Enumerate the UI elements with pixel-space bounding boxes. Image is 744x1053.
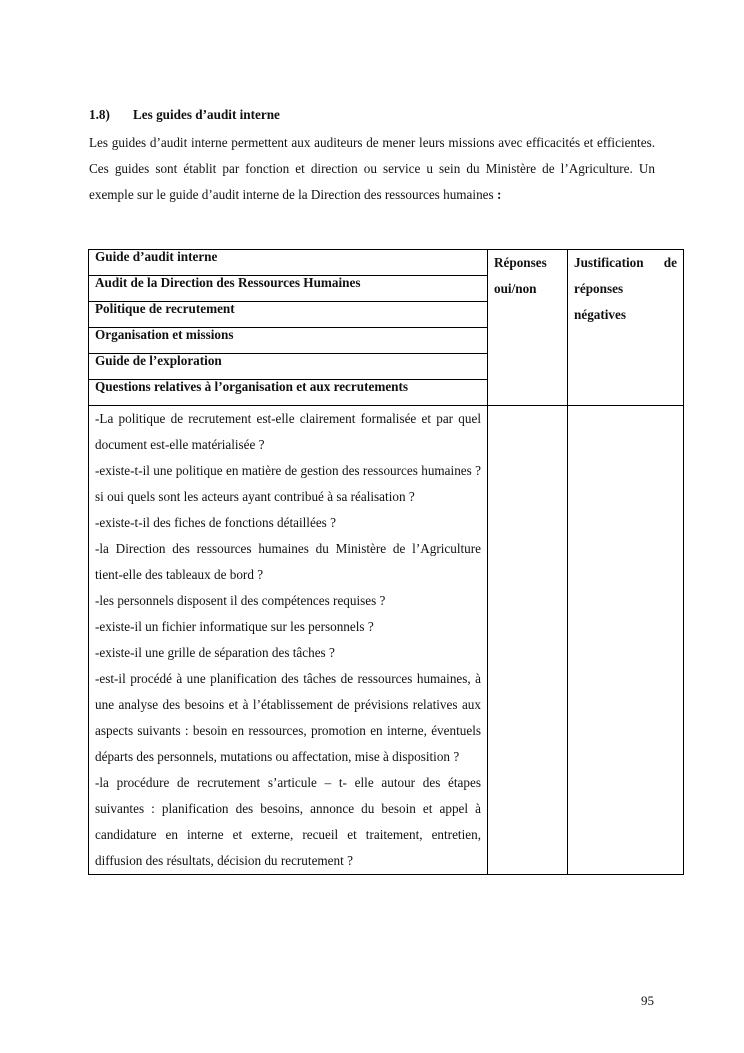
responses-cell xyxy=(488,406,568,875)
intro-paragraph xyxy=(89,130,655,208)
question-item: -La politique de recrutement est-elle clairement formalisée et par quel document est-elle matérialisée ? xyxy=(95,411,481,452)
question-item: -existe-t-il une politique en matière de gestion des ressources humaines ? si oui quels sont les acteurs ayant contribué à sa réalisation ? xyxy=(95,463,481,504)
header-justification: Justification de réponses négatives xyxy=(568,250,684,406)
question-item: -les personnels disposent il des compétences requises ? xyxy=(95,593,386,608)
header-organisation: Organisation et missions xyxy=(89,328,488,354)
header-responses: Réponses oui/non xyxy=(488,250,568,406)
section-number: 1.8) xyxy=(89,107,110,122)
header-audit-drh: Audit de la Direction des Ressources Humaines xyxy=(89,276,488,302)
section-heading xyxy=(89,107,280,123)
question-item: -existe-il une grille de séparation des tâches ? xyxy=(95,645,335,660)
page-number: 95 xyxy=(641,993,654,1008)
header-politique: Politique de recrutement xyxy=(89,302,488,328)
section-title: Les guides d’audit interne xyxy=(133,107,280,122)
header-guide-title: Guide d’audit interne xyxy=(89,250,488,276)
justification-cell xyxy=(568,406,684,875)
question-item: -existe-il un fichier informatique sur les personnels ? xyxy=(95,619,374,634)
intro-colon: : xyxy=(493,187,502,202)
header-exploration: Guide de l’exploration xyxy=(89,354,488,380)
audit-guide-table xyxy=(88,249,684,875)
question-item: -est-il procédé à une planification des tâches de ressources humaines, à une analyse des besoins et à l’établissement de prévisions relatives aux aspects suivants : besoin en ressources, promotion en interne, éventuels départs des personnels, mutations ou affectation, mise à disposition ? xyxy=(95,671,481,764)
question-item: -la Direction des ressources humaines du Ministère de l’Agriculture tient-elle des tableaux de bord ? xyxy=(95,541,481,582)
question-item: -existe-t-il des fiches de fonctions détaillées ? xyxy=(95,515,336,530)
intro-text: Les guides d’audit interne permettent aux auditeurs de mener leurs missions avec efficacités et efficientes. Ces guides sont établit par fonction et direction ou service u sein du Ministère de l’Agriculture. Un exemple sur le guide d’audit interne de la Direction des ressources humaines xyxy=(89,135,655,202)
header-questions: Questions relatives à l’organisation et aux recrutements xyxy=(89,380,488,406)
questions-cell xyxy=(89,406,488,875)
question-item: -la procédure de recrutement s’articule – t- elle autour des étapes suivantes : planification des besoins, annonce du besoin et appel à candidature en interne et externe, recueil et traitement, entretien, diffusion des résultats, décision du recrutement ? xyxy=(95,775,481,868)
